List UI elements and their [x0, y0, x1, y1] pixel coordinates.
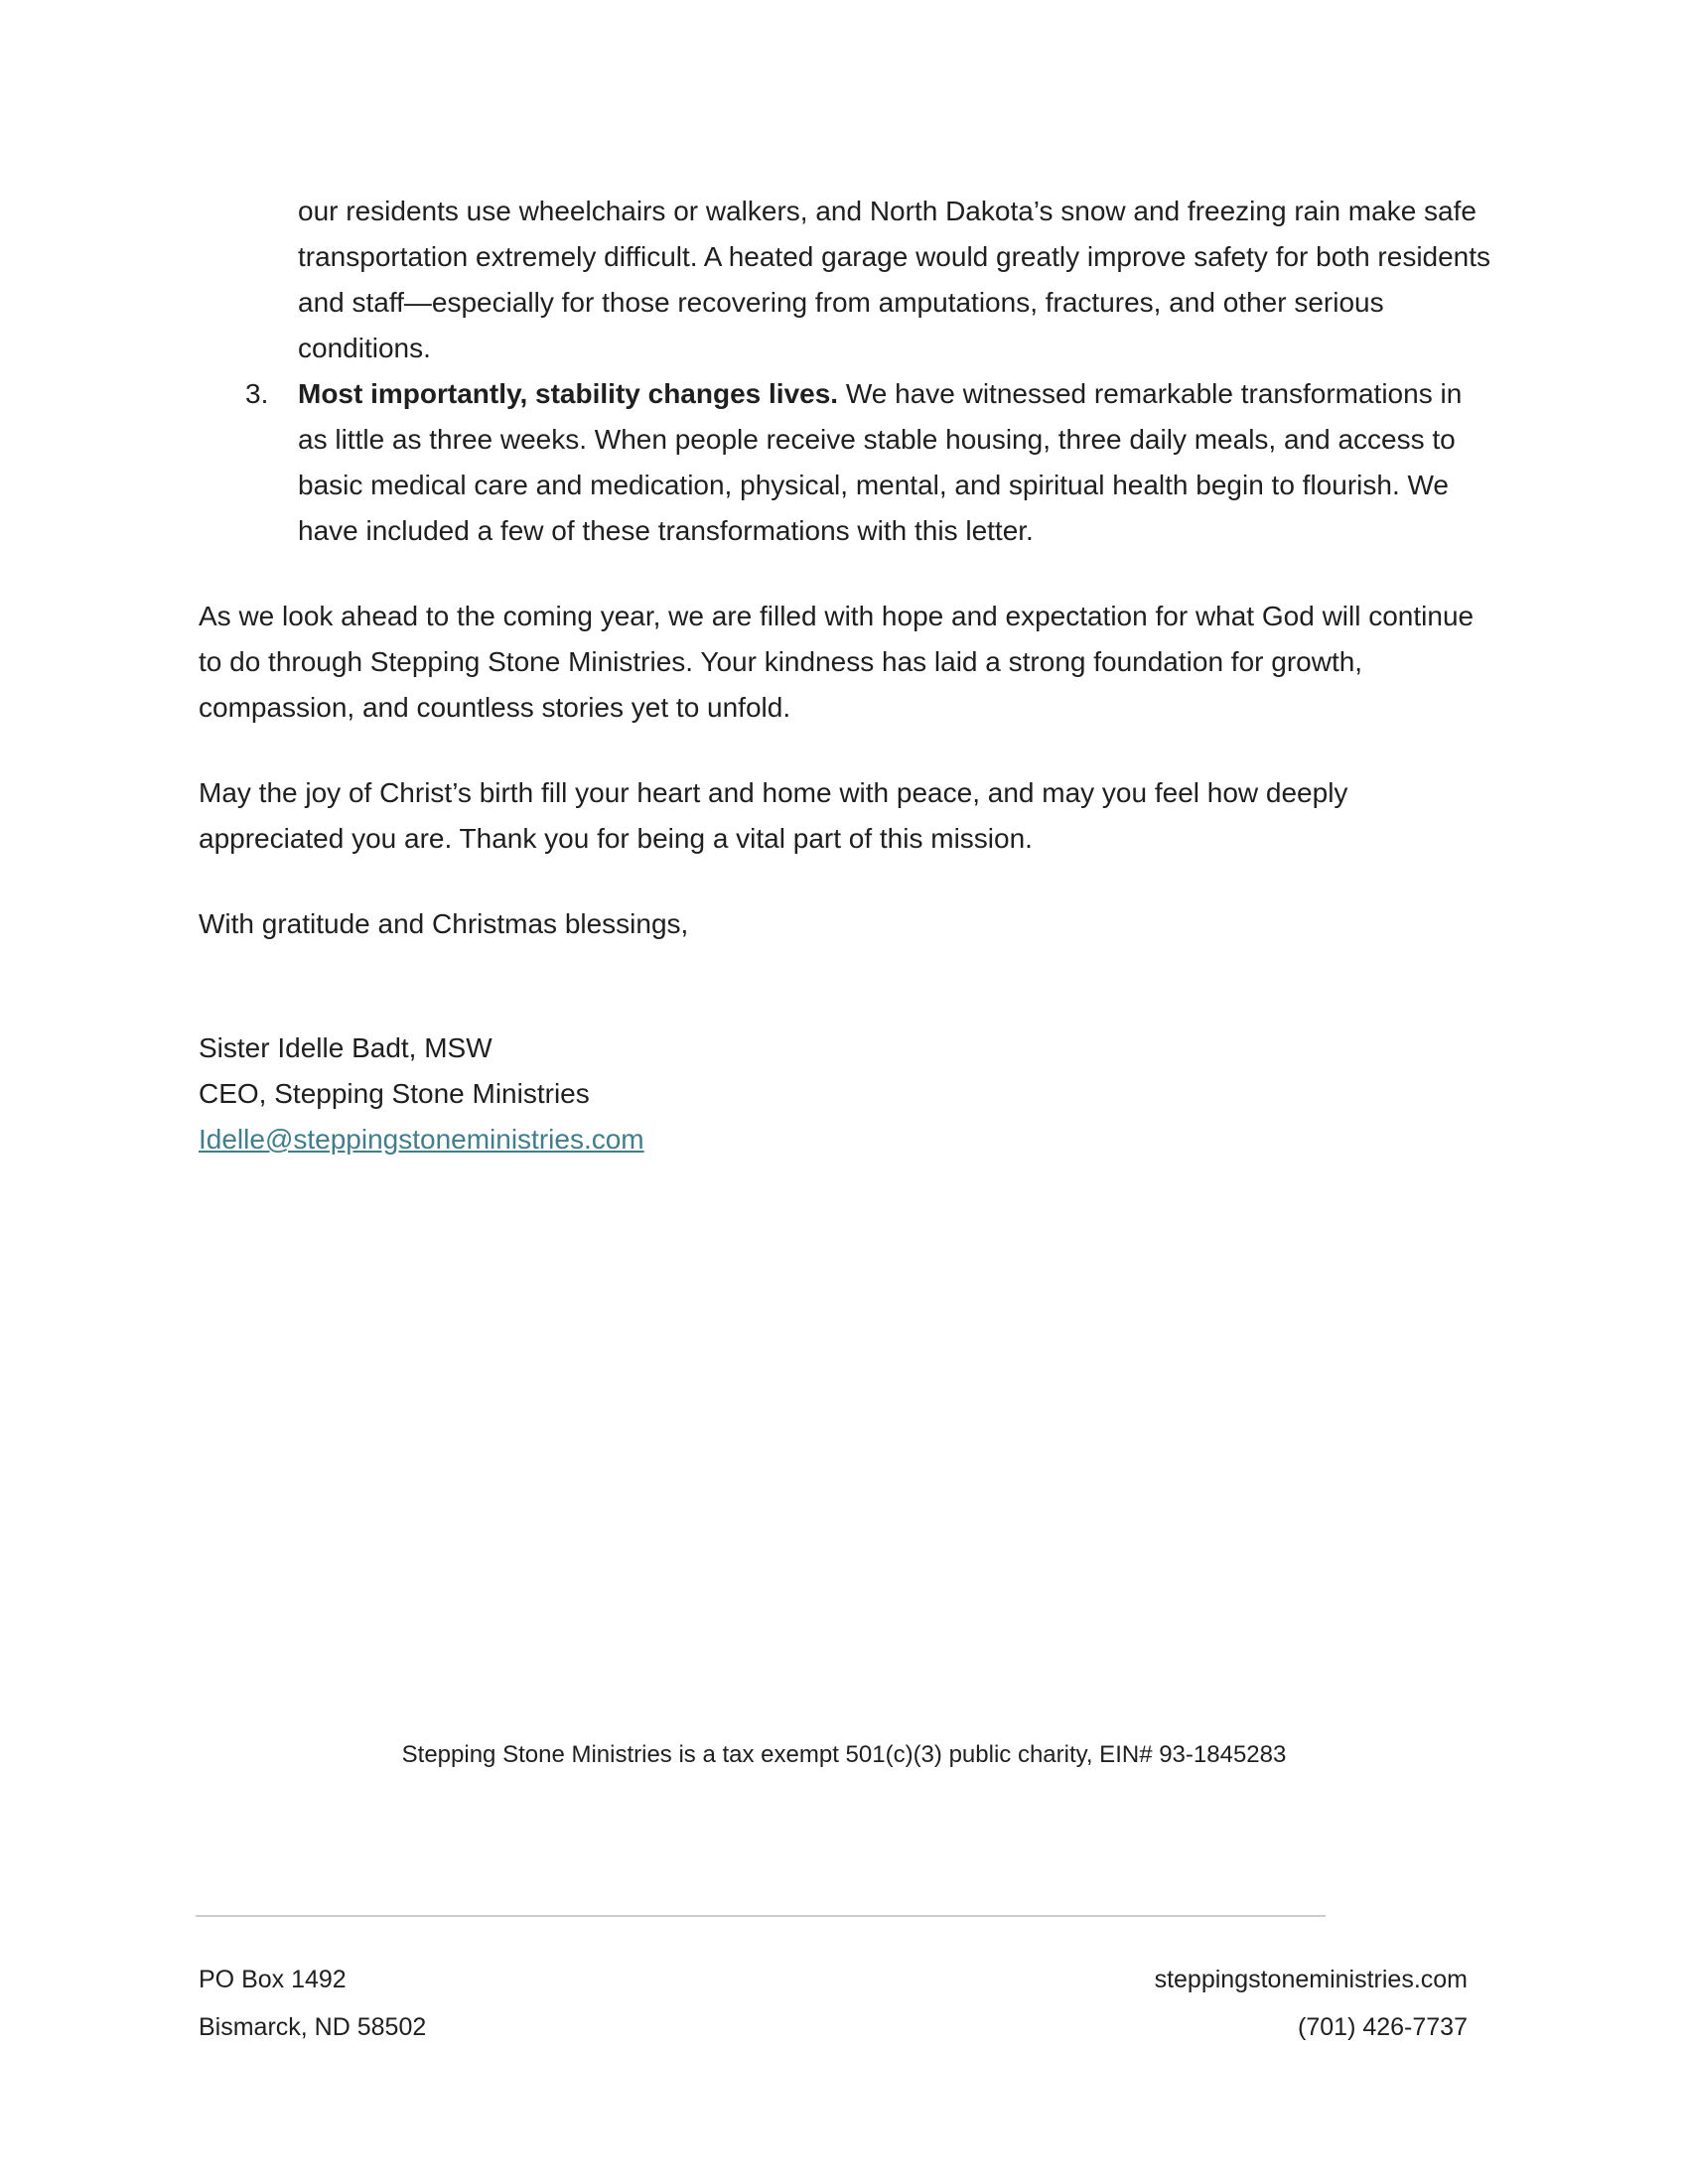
signature-name: Sister Idelle Badt, MSW — [199, 1032, 492, 1063]
footer-contact — [1155, 1956, 1468, 2051]
footer-phone: (701) 426-7737 — [1298, 2013, 1468, 2041]
signature-block — [199, 1025, 1491, 1162]
footer-website: steppingstoneministries.com — [1154, 1966, 1468, 1993]
paragraph-christmas-wish: May the joy of Christ’s birth fill your heart and home with peace, and may you feel how deeply appreciated you are. Thank you for being a vital part of this mission. — [199, 777, 1348, 854]
footer-address — [199, 1956, 426, 2051]
list-item-3-lead: Most importantly, stability changes lives. — [298, 378, 839, 409]
charity-note: Stepping Stone Ministries is a tax exempt 501(c)(3) public charity, EIN# 93-1845283 — [401, 1741, 1287, 1768]
footer-city: Bismarck, ND 58502 — [199, 2013, 427, 2041]
footer-divider — [196, 1915, 1326, 1917]
list-item-3-rest: We have witnessed remarkable transformations in as little as three weeks. When people receive stable housing, three daily meals, and access to basic medical care and medication, physical, mental, and spiritual health begin to flourish. We have included a few of these transformations with this letter. — [298, 378, 1463, 546]
list-item-3-text — [298, 371, 1491, 554]
list-item-3 — [199, 371, 1491, 554]
signature-title: CEO, Stepping Stone Ministries — [199, 1078, 590, 1109]
page-footer — [199, 1956, 1468, 2051]
letter-body — [199, 189, 1491, 1162]
footer-po-box: PO Box 1492 — [199, 1966, 347, 1993]
list-item-2-continuation: our residents use wheelchairs or walkers, and North Dakota’s snow and freezing rain make safe transportation extremely difficult. A heated garage would greatly improve safety for both residents and staff—especially for those recovering from amputations, fractures, and other serious conditions. — [298, 196, 1491, 363]
paragraph-looking-ahead: As we look ahead to the coming year, we are filled with hope and expectation for what God will continue to do through Stepping Stone Ministries. Your kindness has laid a strong foundation for growth, compassion, and countless stories yet to unfold. — [199, 601, 1475, 723]
list-item-3-number: 3. — [245, 378, 269, 409]
signature-email-link[interactable]: Idelle@steppingstoneministries.com — [199, 1124, 644, 1155]
closing-line: With gratitude and Christmas blessings, — [199, 908, 689, 939]
